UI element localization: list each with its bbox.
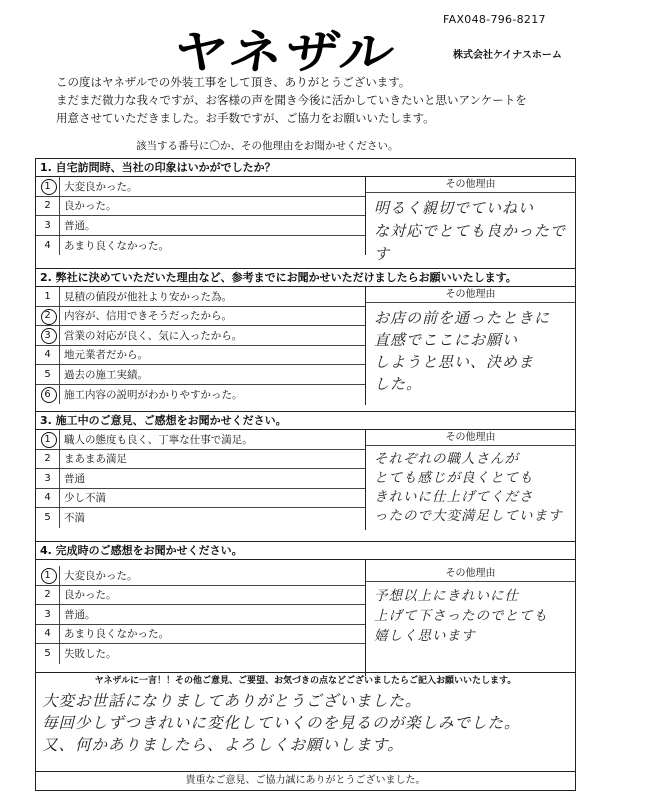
- option-number[interactable]: 1: [36, 430, 60, 449]
- option-row[interactable]: [36, 307, 365, 327]
- other-reason-label: その他理由: [366, 566, 575, 582]
- answer-line: な対応でとても良かったです: [374, 222, 567, 263]
- comment-prompt: ヤネザルに一言！！その他ご意見、ご要望、お気づきの点などございましたらご記入お願いいたします。: [36, 672, 575, 688]
- answer-line: 予想以上にきれいに仕: [374, 588, 519, 604]
- section-title: 4. 完成時のご感想をお聞かせください。: [36, 542, 575, 560]
- option-row[interactable]: [36, 625, 365, 645]
- handwritten-answer: [366, 582, 575, 650]
- option-number[interactable]: 2: [36, 197, 60, 216]
- option-label: 見積の値段が他社より安かった為。: [64, 290, 232, 303]
- section-1: [36, 159, 575, 263]
- handwritten-answer: [366, 303, 575, 399]
- option-row[interactable]: [36, 430, 365, 450]
- other-reason-label: その他理由: [366, 287, 575, 303]
- option-label: 職人の態度も良く、丁寧な仕事で満足。: [64, 433, 253, 446]
- answer-line: した。: [374, 375, 423, 393]
- answer-line: 明るく親切でていねい: [374, 199, 535, 217]
- company-logo: ヤネザル: [170, 25, 400, 79]
- section-4: [36, 541, 575, 667]
- option-label: 失敗した。: [64, 648, 117, 661]
- option-row[interactable]: [36, 177, 365, 197]
- option-row[interactable]: [36, 287, 365, 307]
- option-row[interactable]: [36, 216, 365, 236]
- option-number[interactable]: 2: [36, 307, 60, 326]
- option-label: 普通。: [64, 219, 96, 232]
- comment-line: 又、何かありましたら、よろしくお願いします。: [42, 736, 404, 754]
- option-label: 普通: [64, 472, 85, 485]
- answer-line: きれいに仕上げてくださ: [374, 489, 534, 505]
- intro-line: 用意させていただきました。お手数ですが、ご協力をお願いいたします。: [56, 111, 435, 125]
- option-row[interactable]: [36, 346, 365, 366]
- option-number[interactable]: 3: [36, 469, 60, 488]
- answer-line: 上げて下さったのでとても: [374, 608, 548, 624]
- option-row[interactable]: [36, 508, 365, 528]
- option-number[interactable]: 3: [36, 326, 60, 345]
- other-reason-box[interactable]: [365, 177, 575, 263]
- other-reason-box[interactable]: [365, 430, 575, 530]
- option-number[interactable]: 4: [36, 625, 60, 644]
- option-row[interactable]: [36, 644, 365, 664]
- handwritten-comment: [42, 690, 569, 756]
- option-row[interactable]: [36, 326, 365, 346]
- section-title: 2. 弊社に決めていただいた理由など、参考までにお聞かせいただけましたらお願いいたします。: [36, 269, 575, 287]
- answer-line: しようと思い、決めま: [374, 353, 535, 371]
- comment-line: 大変お世話になりましてありがとうございました。: [42, 692, 422, 710]
- option-row[interactable]: [36, 365, 365, 385]
- option-row[interactable]: [36, 385, 365, 405]
- option-number[interactable]: 6: [36, 385, 60, 405]
- option-row[interactable]: [36, 450, 365, 470]
- comment-line: 毎回少しずつきれいに変化していくのを見るのが楽しみでした。: [42, 714, 521, 732]
- option-row[interactable]: [36, 197, 365, 217]
- answer-line: 直感でここにお願い: [374, 331, 519, 349]
- option-number[interactable]: 1: [36, 566, 60, 585]
- option-row[interactable]: [36, 586, 365, 606]
- option-row[interactable]: [36, 469, 365, 489]
- option-number[interactable]: 5: [36, 508, 60, 528]
- option-label: まあまあ満足: [64, 453, 127, 466]
- option-label: 営業の対応が良く、気に入ったから。: [64, 329, 243, 342]
- option-number[interactable]: 4: [36, 489, 60, 508]
- fax-number: FAX048-796-8217: [443, 13, 546, 26]
- intro-line: この度はヤネザルでの外装工事をして頂き、ありがとうございます。: [56, 75, 411, 89]
- intro-line: まだまだ微力な我々ですが、お客様の声を聞き今後に活かしていきたいと思いアンケートを: [56, 93, 527, 107]
- option-label: あまり良くなかった。: [64, 239, 169, 252]
- company-name: 株式会社ケイナスホーム: [453, 50, 562, 61]
- section-2: [36, 268, 575, 425]
- option-label: 施工内容の説明がわかりやすかった。: [64, 388, 243, 401]
- option-label: 少し不満: [64, 492, 106, 505]
- option-number[interactable]: 3: [36, 216, 60, 235]
- thanks-message: 貴重なご意見、ご協力誠にありがとうございました。: [36, 771, 575, 789]
- survey-form: [35, 158, 576, 791]
- option-label: 内容が、信用できそうだったから。: [64, 310, 232, 323]
- option-label: 過去の施工実績。: [64, 368, 148, 381]
- option-number[interactable]: 5: [36, 365, 60, 384]
- intro-text: [56, 73, 616, 127]
- option-number[interactable]: 2: [36, 586, 60, 605]
- option-row[interactable]: [36, 489, 365, 509]
- option-number[interactable]: 1: [36, 287, 60, 306]
- option-number[interactable]: 4: [36, 346, 60, 365]
- option-label: 普通。: [64, 608, 96, 621]
- other-reason-box[interactable]: [365, 287, 575, 405]
- answer-line: お店の前を通ったときに: [374, 309, 551, 327]
- option-label: 大変良かった。: [64, 569, 138, 582]
- handwritten-answer: [366, 446, 575, 530]
- section-title: 3. 施工中のご意見、ご感想をお聞かせください。: [36, 412, 575, 430]
- option-number[interactable]: 2: [36, 450, 60, 469]
- other-reason-label: その他理由: [366, 430, 575, 446]
- option-label: 不満: [64, 512, 85, 525]
- option-number[interactable]: 4: [36, 236, 60, 256]
- option-number[interactable]: 1: [36, 177, 60, 196]
- option-row[interactable]: [36, 605, 365, 625]
- option-number[interactable]: 5: [36, 644, 60, 664]
- option-label: 大変良かった。: [64, 180, 138, 193]
- option-label: 良かった。: [64, 589, 117, 602]
- option-label: あまり良くなかった。: [64, 628, 169, 641]
- option-number[interactable]: 3: [36, 605, 60, 624]
- answer-line: 嬉しく思います: [374, 628, 476, 644]
- instruction-text: 該当する番号に〇か、その他理由をお聞かせください。: [136, 140, 399, 152]
- section-title: 1. 自宅訪問時、当社の印象はいかがでしたか？: [36, 159, 575, 177]
- option-label: 地元業者だから。: [64, 349, 148, 362]
- comment-area[interactable]: [36, 688, 575, 758]
- section-3: [36, 411, 575, 537]
- other-reason-box[interactable]: [365, 560, 575, 676]
- answer-line: ったので大変満足しています: [374, 508, 563, 524]
- answer-line: とても感じが良くとても: [374, 470, 534, 486]
- option-row[interactable]: [36, 236, 365, 256]
- handwritten-answer: [366, 193, 575, 270]
- option-label: 良かった。: [64, 200, 117, 213]
- option-row[interactable]: [36, 566, 365, 586]
- other-reason-label: その他理由: [366, 177, 575, 193]
- answer-line: それぞれの職人さんが: [374, 451, 519, 467]
